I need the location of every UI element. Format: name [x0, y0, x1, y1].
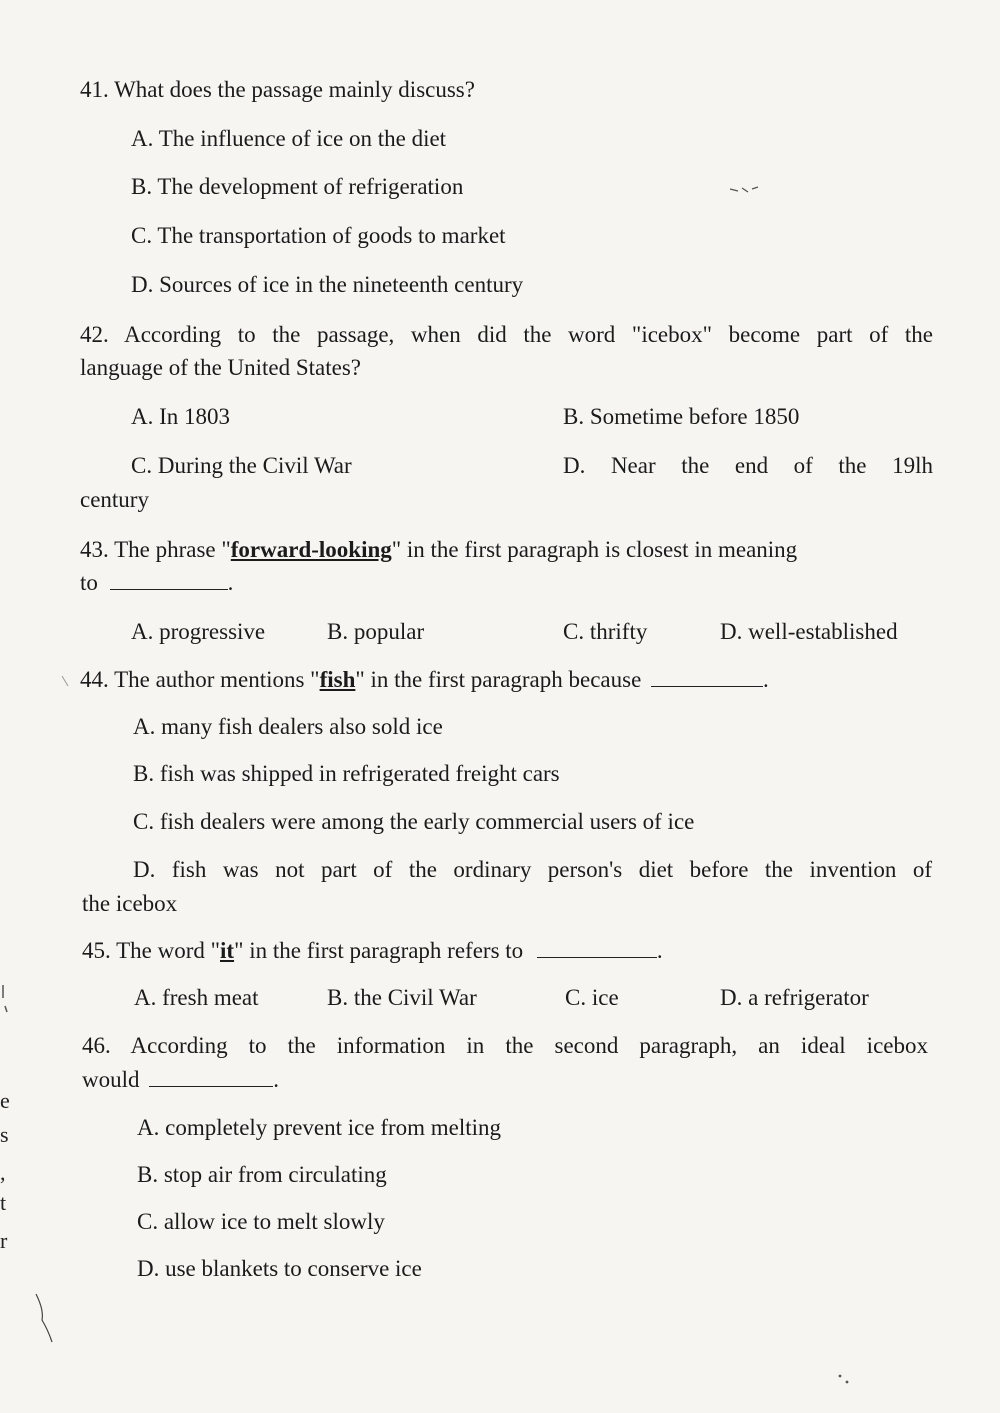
question-43-option-b: B. popular [327, 619, 425, 644]
question-46-option-c: C. allow ice to melt slowly [137, 1209, 385, 1234]
question-41-option-c: C. The transportation of goods to market [131, 223, 506, 248]
margin-letter: , [0, 1160, 6, 1185]
question-42-stem-line1: 42. According to the passage, when did the word "icebox" become part of the [80, 322, 933, 347]
question-45-stem-prefix: 45. The word " [82, 938, 220, 963]
question-43-option-a: A. progressive [131, 619, 266, 644]
question-44-stem [80, 665, 769, 695]
question-44-keyword: fish [319, 667, 356, 692]
question-43-stem-line2 [80, 568, 233, 598]
question-45-option-d: D. a refrigerator [720, 985, 869, 1010]
scan-mark-tick [60, 672, 72, 692]
question-42-stem-line2: language of the United States? [80, 355, 362, 380]
question-43-stem-suffix: " in the first paragraph is closest in meaning [391, 537, 798, 562]
question-42-option-b: B. Sometime before 1850 [563, 404, 800, 429]
scan-mark-edge [0, 980, 10, 1020]
question-43-stem-line1 [80, 535, 933, 565]
question-45-keyword: it [220, 938, 235, 963]
question-46-option-a: A. completely prevent ice from melting [137, 1115, 502, 1140]
question-43-option-c: C. thrifty [563, 619, 648, 644]
margin-letter: t [0, 1190, 7, 1215]
question-42-option-d-continued: century [80, 487, 149, 512]
question-43-option-d: D. well-established [720, 619, 898, 644]
question-44-stem-suffix: " in the first paragraph because [355, 667, 642, 692]
question-42-option-a: A. In 1803 [131, 404, 231, 429]
margin-letter: s [0, 1122, 9, 1147]
question-46-option-d: D. use blankets to conserve ice [137, 1256, 422, 1281]
question-44-option-a: A. many fish dealers also sold ice [133, 714, 443, 739]
question-46-stem-line2 [82, 1065, 279, 1095]
question-41-option-a: A. The influence of ice on the diet [131, 126, 447, 151]
question-41-stem: 41. What does the passage mainly discuss? [80, 77, 475, 102]
question-44-stem-prefix: 44. The author mentions " [80, 667, 320, 692]
question-44-period: . [763, 667, 769, 692]
question-44-option-c: C. fish dealers were among the early commercial users of ice [133, 809, 695, 834]
question-41-option-b: B. The development of refrigeration [131, 174, 464, 199]
scan-mark-squiggle [30, 1290, 70, 1350]
question-42-option-c: C. During the Civil War [131, 453, 352, 478]
question-43-period: . [227, 570, 234, 595]
question-45-option-a: A. fresh meat [134, 985, 259, 1010]
question-46-option-b: B. stop air from circulating [137, 1162, 387, 1187]
scan-mark-dots [835, 1372, 855, 1386]
question-43-to-text: to [80, 570, 98, 595]
answer-blank-44 [651, 666, 763, 687]
question-45-option-b: B. the Civil War [327, 985, 477, 1010]
margin-letter: e [0, 1088, 10, 1113]
question-41-option-d: D. Sources of ice in the nineteenth century [131, 272, 524, 297]
question-46-would-text: would [82, 1067, 140, 1092]
answer-blank-43 [110, 569, 228, 590]
question-42-option-d: D. Near the end of the 19lh [563, 453, 933, 478]
question-45-stem-suffix: " in the first paragraph refers to [234, 938, 524, 963]
question-44-option-d-continued: the icebox [82, 891, 178, 916]
question-44-option-d: D. fish was not part of the ordinary person's diet before the invention of [133, 857, 932, 882]
question-43-keyword: forward-looking [230, 537, 392, 562]
question-46-period: . [273, 1067, 279, 1092]
question-45-option-c: C. ice [565, 985, 619, 1010]
scan-mark-smudge [728, 183, 768, 197]
answer-blank-46 [149, 1066, 273, 1087]
question-45-period: . [656, 938, 663, 963]
question-46-stem-line1: 46. According to the information in the second paragraph, an ideal icebox [82, 1033, 928, 1058]
question-44-option-b: B. fish was shipped in refrigerated freight cars [133, 761, 560, 786]
question-43-stem-prefix: 43. The phrase " [80, 537, 231, 562]
answer-blank-45 [537, 937, 657, 958]
margin-letter: r [0, 1228, 8, 1253]
question-45-stem [82, 936, 663, 966]
